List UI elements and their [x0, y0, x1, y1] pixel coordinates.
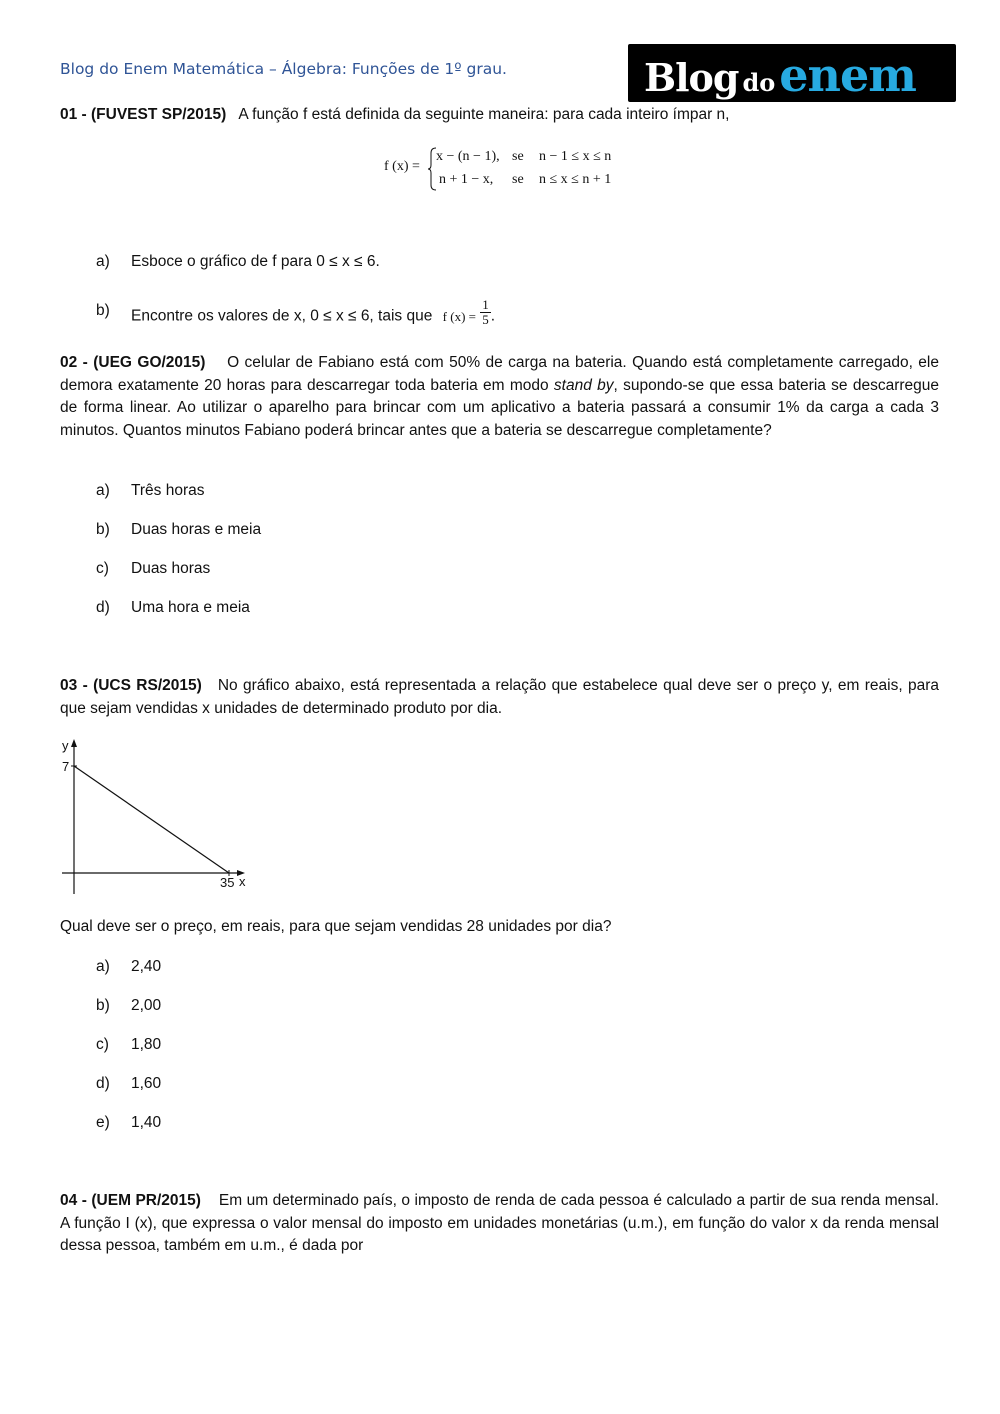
question-3-option-e	[0, 1114, 900, 1136]
option-b-text: Encontre os valores de x, 0 ≤ x ≤ 6, tais que	[131, 307, 433, 325]
option-text: Esboce o gráfico de f para 0 ≤ x ≤ 6.	[131, 253, 380, 270]
y-axis-label: y	[62, 738, 69, 753]
option-text: 1,40	[131, 1114, 162, 1131]
blog-do-enem-logo	[628, 44, 956, 102]
question-1-text: A função f está definida da seguinte maneira: para cada inteiro ímpar n,	[238, 106, 730, 123]
option-letter: b)	[96, 521, 110, 538]
formula-case1-se: se	[512, 149, 524, 164]
option-letter: e)	[96, 1114, 110, 1131]
question-1	[60, 104, 939, 127]
question-3-option-a	[0, 958, 900, 980]
option-text: 1,60	[131, 1075, 162, 1092]
question-1-formula	[384, 146, 624, 192]
option-text	[131, 297, 496, 331]
question-2-text-after: , supondo-se que essa bateria se descarregue de forma linear. Ao utilizar o aparelho para brincar com um aplicativo a bateria passará a consumir 1% da carga a cada 3 minutos. Quantos minutos Fabiano poderá brincar antes que a bateria se descarregue completamente?	[60, 376, 939, 439]
question-3-text: No gráfico abaixo, está representada a relação que estabelece qual deve ser o preço y, em reais, para que sejam vendidas x unidades de determinado produto por dia.	[60, 677, 939, 717]
question-2-option-d	[0, 599, 900, 621]
x-axis-label: x	[239, 874, 246, 889]
formula-case1-cond: n − 1 ≤ x ≤ n	[539, 149, 612, 164]
option-letter: b)	[96, 302, 110, 319]
question-3-question: Qual deve ser o preço, em reais, para que sejam vendidas 28 unidades por dia?	[60, 918, 612, 935]
question-3-option-d	[0, 1075, 900, 1097]
question-3	[60, 675, 939, 720]
option-text: Duas horas	[131, 560, 211, 577]
question-4	[60, 1190, 939, 1258]
option-letter: c)	[96, 1036, 109, 1053]
logo-blog-text: Blog	[644, 55, 739, 100]
option-letter: c)	[96, 560, 109, 577]
price-quantity-chart	[56, 736, 256, 896]
question-2-source: 02 - (UEG GO/2015)	[60, 354, 206, 371]
question-2-option-b	[0, 521, 900, 543]
option-b-fraction	[480, 298, 491, 327]
option-text: Duas horas e meia	[131, 521, 262, 538]
y-axis-arrow	[71, 739, 77, 747]
price-line	[74, 766, 229, 873]
option-letter: a)	[96, 253, 110, 270]
question-4-text: Em um determinado país, o imposto de renda de cada pessoa é calculado a partir de sua renda mensal. A função I (x), que expressa o valor mensal do imposto em unidades monetárias (u.m.), em função do valor x da renda mensal dessa pessoa, também em u.m., é dada por	[60, 1192, 939, 1254]
option-text: Uma hora e meia	[131, 599, 250, 616]
question-2-text-italic: stand by	[553, 376, 614, 394]
option-letter: a)	[96, 482, 110, 499]
logo-do-text: do	[742, 68, 776, 97]
question-3-option-c	[0, 1036, 900, 1058]
question-3-option-b	[0, 997, 900, 1019]
question-2-option-c	[0, 560, 900, 582]
question-1-option-a	[0, 253, 900, 275]
option-text: Três horas	[131, 482, 205, 499]
question-2-option-a	[0, 482, 900, 504]
question-2-text-before: O celular de Fabiano está com 50% de carga na bateria. Quando está completamente carregado, ele demora exatamente 20 horas para descarregar toda bateria em modo	[60, 354, 939, 394]
option-letter: a)	[96, 958, 110, 975]
question-2	[60, 352, 939, 442]
formula-case1-expr: x − (n − 1),	[436, 149, 500, 164]
formula-case2-expr: n + 1 − x,	[439, 172, 494, 187]
option-letter: d)	[96, 599, 110, 616]
page-header-title: Blog do Enem Matemática – Álgebra: Funções de 1º grau.	[60, 60, 507, 78]
option-text: 2,40	[131, 958, 162, 975]
question-4-source: 04 - (UEM PR/2015)	[60, 1192, 201, 1209]
option-text: 2,00	[131, 997, 162, 1014]
option-b-formula-end: .	[490, 307, 496, 325]
y-tick-label: 7	[62, 759, 70, 774]
formula-case2-se: se	[512, 172, 524, 187]
question-3-source: 03 - (UCS RS/2015)	[60, 677, 202, 694]
option-text: 1,80	[131, 1036, 162, 1053]
fraction-denominator: 5	[482, 312, 489, 327]
formula-case2-cond: n ≤ x ≤ n + 1	[539, 172, 612, 187]
option-letter: b)	[96, 997, 110, 1014]
question-1-source: 01 - (FUVEST SP/2015)	[60, 106, 227, 123]
fraction-numerator: 1	[482, 297, 489, 312]
logo-enem-text: enem	[779, 48, 916, 102]
option-letter: d)	[96, 1075, 110, 1092]
question-1-option-b	[0, 297, 900, 332]
option-b-formula-lhs: f (x) =	[442, 308, 476, 324]
formula-lhs: f (x) =	[384, 159, 420, 174]
x-tick-label: 35	[220, 875, 235, 890]
